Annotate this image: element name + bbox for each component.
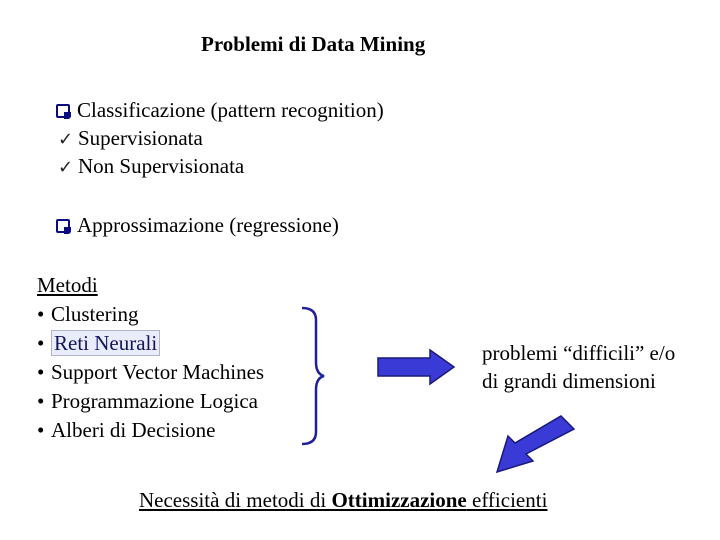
- bullet-icon: •: [37, 331, 45, 355]
- checkmark-icon: ✓: [58, 157, 74, 178]
- methods-heading: Metodi: [37, 273, 98, 297]
- method-label: Support Vector Machines: [51, 360, 265, 384]
- bullet-icon: •: [37, 302, 45, 326]
- bullet-icon: •: [37, 360, 45, 384]
- bullet-icon: •: [37, 389, 45, 413]
- result-text-line2: di grandi dimensioni: [482, 369, 656, 393]
- problem-label: Approssimazione (regressione): [77, 213, 339, 237]
- method-label: Programmazione Logica: [51, 389, 259, 413]
- down-left-arrow-icon: [497, 416, 574, 472]
- conclusion-text: [139, 486, 547, 514]
- method-label: Clustering: [51, 302, 139, 326]
- right-arrow-icon: [378, 350, 454, 384]
- slide-title: Problemi di Data Mining: [201, 32, 426, 56]
- method-label-highlighted: Reti Neurali: [51, 330, 160, 356]
- conclusion-emphasis: Ottimizzazione: [331, 488, 467, 512]
- bullet-icon: •: [37, 418, 45, 442]
- checkmark-icon: ✓: [58, 129, 74, 150]
- conclusion-prefix: Necessità di metodi di: [139, 488, 332, 512]
- conclusion-suffix: efficienti: [466, 488, 548, 512]
- subproblem-label: Supervisionata: [78, 126, 203, 150]
- problem-label: Classificazione (pattern recognition): [77, 98, 384, 122]
- right-brace-icon: [302, 308, 324, 444]
- result-text-line1: problemi “difficili” e/o: [482, 341, 676, 365]
- method-label: Alberi di Decisione: [51, 418, 216, 442]
- subproblem-label: Non Supervisionata: [78, 154, 245, 178]
